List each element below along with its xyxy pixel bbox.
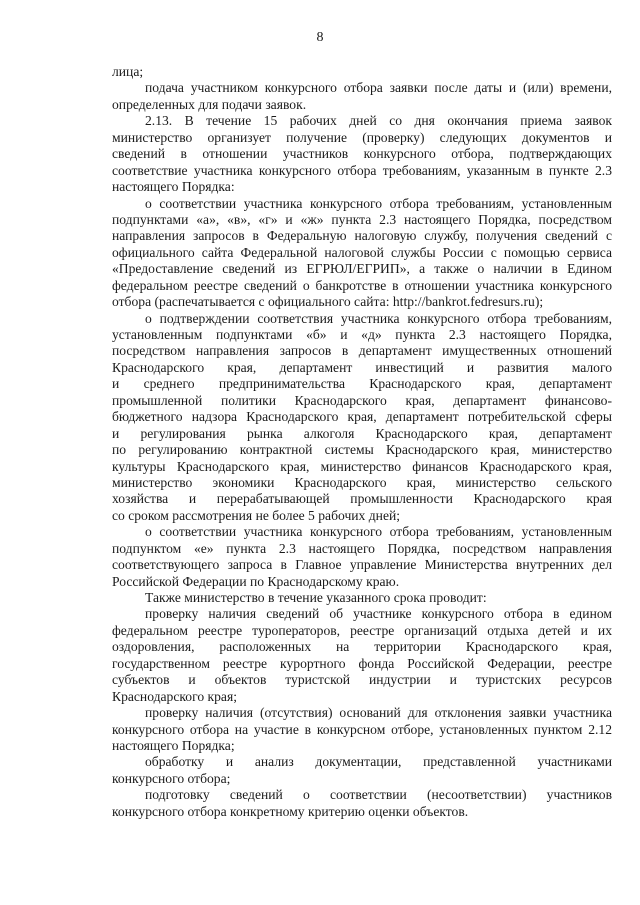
text-line: государственном реестре курортного фонда Российской Федерации, реестре bbox=[112, 655, 612, 671]
text-line: федеральном реестре сведений о банкротстве в отношении участника конкурсного bbox=[112, 277, 612, 293]
text-line: федеральном реестре туроператоров, реестре организаций отдыха детей и их bbox=[112, 622, 612, 638]
paragraph bbox=[112, 754, 612, 787]
paragraph bbox=[112, 590, 612, 606]
paragraph bbox=[112, 311, 612, 525]
text-line: о соответствии участника конкурсного отбора требованиям, установленным bbox=[145, 195, 612, 211]
text-line: со сроком рассмотрения не более 5 рабочих дней; bbox=[112, 507, 401, 523]
text-line: подпунктом «е» пункта 2.3 настоящего Порядка, посредством направления bbox=[112, 540, 612, 556]
text-line: лица; bbox=[112, 64, 144, 79]
text-line: хозяйства и перерабатывающей промышленности Краснодарского края bbox=[112, 491, 612, 507]
text-line: подпунктами «а», «в», «г» и «ж» пункта 2.3 настоящего Порядка, посредством bbox=[112, 211, 612, 227]
text-line: сведений в отношении участников конкурсного отбора, подтверждающих bbox=[112, 146, 612, 162]
text-line: министерство организует получение (проверку) следующих документов и bbox=[112, 129, 612, 145]
text-line: конкурсного отбора конкретному критерию оценки объектов. bbox=[112, 803, 469, 819]
text-line: Краснодарского края; bbox=[112, 688, 237, 704]
paragraph bbox=[112, 606, 612, 705]
text-line: Краснодарского края, департамент инвестиций и развития малого bbox=[112, 359, 612, 375]
paragraph bbox=[112, 196, 612, 311]
text-line: конкурсного отбора; bbox=[112, 770, 231, 786]
paragraph bbox=[112, 524, 612, 590]
text-line: оздоровления, расположенных на территории Краснодарского края, bbox=[112, 639, 612, 655]
text-line: подготовку сведений о соответствии (несоответствии) участников bbox=[145, 787, 612, 803]
text-line: посредством направления запросов в департамент имущественных отношений bbox=[112, 343, 612, 359]
paragraph bbox=[112, 787, 612, 820]
text-line: Российской Федерации по Краснодарскому краю. bbox=[112, 573, 400, 589]
paragraph bbox=[112, 705, 612, 754]
text-line: «Предоставление сведений из ЕГРЮЛ/ЕГРИП», а также о наличии в Едином bbox=[112, 261, 612, 277]
text-line: проверку наличия (отсутствия) оснований для отклонения заявки участника bbox=[145, 705, 612, 721]
document-body bbox=[112, 64, 612, 820]
text-line: официального сайта Федеральной налоговой службы России с помощью сервиса bbox=[112, 244, 612, 260]
text-line: подача участником конкурсного отбора заявки после даты и (или) времени, bbox=[145, 80, 612, 96]
text-line: по регулированию контрактной системы Краснодарского края, министерство bbox=[112, 442, 612, 458]
text-line: соответствие участника конкурсного отбора требованиям, указанным в пункте 2.3 bbox=[112, 162, 612, 178]
text-line: о соответствии участника конкурсного отбора требованиям, установленным bbox=[145, 524, 612, 540]
text-line: настоящего Порядка: bbox=[112, 179, 235, 195]
text-line: культуры Краснодарского края, министерство финансов Краснодарского края, bbox=[112, 458, 612, 474]
paragraph bbox=[112, 64, 612, 80]
page-number: 8 bbox=[316, 30, 324, 45]
paragraph bbox=[112, 113, 612, 195]
text-line: отбора (распечатывается с официального сайта: http://bankrot.fedresurs.ru); bbox=[112, 294, 544, 310]
text-line: настоящего Порядка; bbox=[112, 737, 235, 753]
text-line: установленным подпунктами «б» и «д» пункта 2.3 настоящего Порядка, bbox=[112, 327, 612, 342]
text-line: направления запросов в Федеральную налоговую службу, получения сведений с bbox=[112, 228, 612, 244]
text-line: бюджетного надзора Краснодарского края, департамент потребительской сферы bbox=[112, 409, 612, 425]
text-line: 2.13. В течение 15 рабочих дней со дня окончания приема заявок bbox=[145, 113, 612, 129]
text-line: определенных для подачи заявок. bbox=[112, 96, 307, 112]
text-line: министерство экономики Краснодарского края, министерство сельского bbox=[112, 474, 612, 490]
text-line: обработку и анализ документации, представленной участниками bbox=[145, 754, 612, 770]
text-line: проверку наличия сведений об участнике конкурсного отбора в едином bbox=[145, 606, 612, 622]
paragraph bbox=[112, 80, 612, 113]
text-line: и регулирования рынка алкоголя Краснодарского края, департамент bbox=[112, 425, 612, 441]
text-line: о подтверждении соответствия участника конкурсного отбора требованиям, bbox=[145, 310, 612, 326]
text-line: и среднего предпринимательства Краснодарского края, департамент bbox=[112, 376, 612, 392]
text-line: соответствующего запроса в Главное управление Министерства внутренних дел bbox=[112, 557, 612, 573]
text-line: конкурсного отбора на участие в конкурсном отборе, установленных пунктом 2.12 bbox=[112, 721, 612, 737]
text-line: промышленной политики Краснодарского края, департамент финансово- bbox=[112, 392, 612, 408]
text-line: субъектов и объектов туристской индустрии и туристских ресурсов bbox=[112, 672, 612, 688]
text-line: Также министерство в течение указанного срока проводит: bbox=[145, 590, 487, 605]
